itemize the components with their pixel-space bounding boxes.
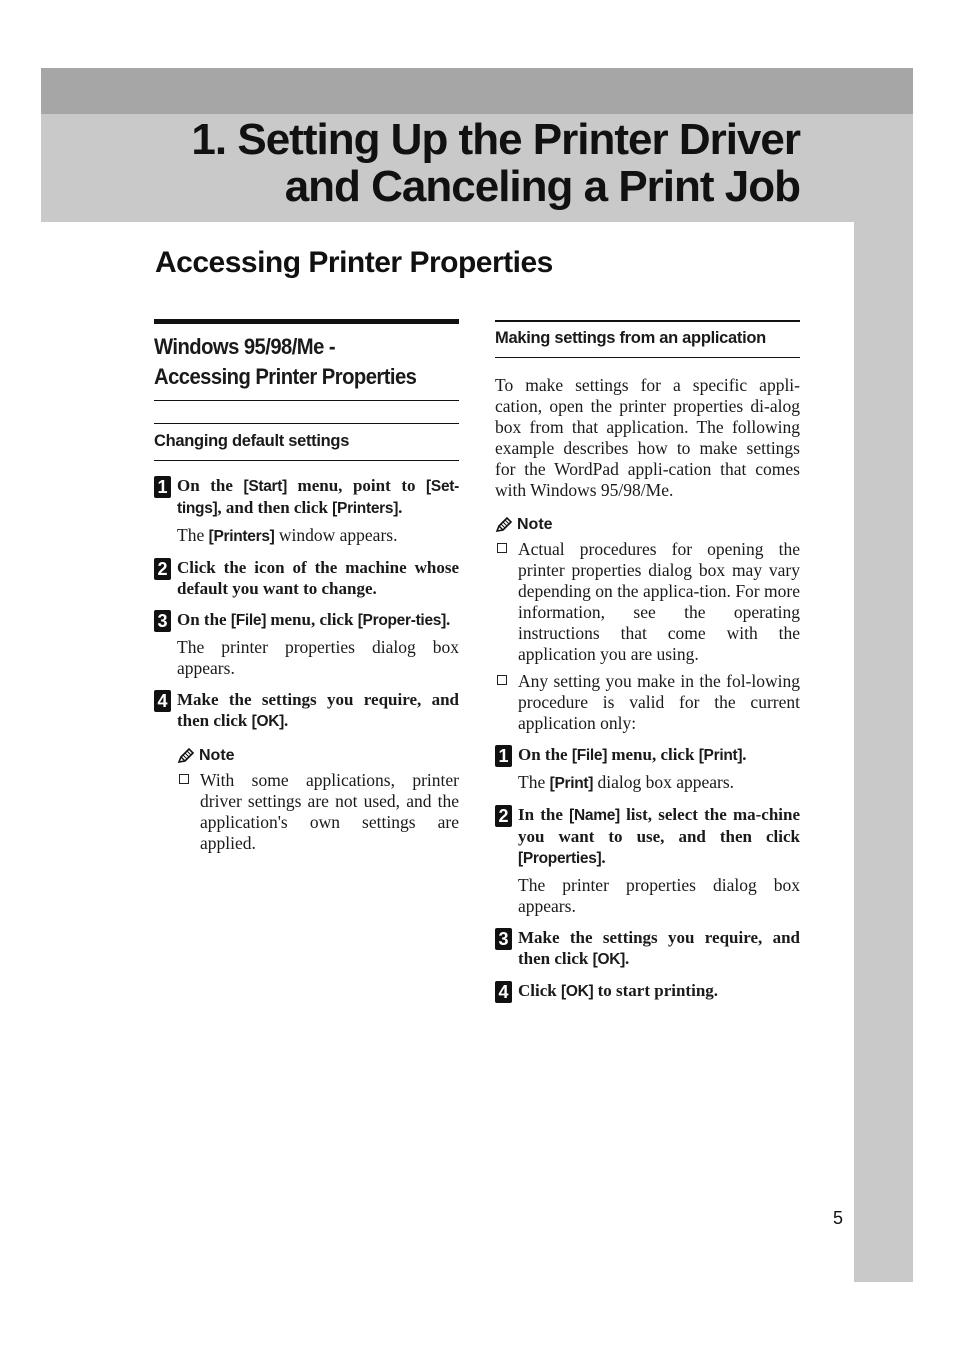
ui-label: [OK] [592, 951, 625, 968]
step-number-icon: 3 [154, 610, 171, 632]
right-column [495, 320, 800, 1002]
step-1 [154, 475, 459, 547]
left-column [154, 319, 459, 860]
step-number-icon: 2 [495, 805, 512, 827]
note-text: Any setting you make in the fol-lowing procedure is valid for the current application only: [518, 671, 800, 733]
step-2 [495, 804, 800, 917]
text-run: The printer properties dialog box appears. [518, 875, 800, 916]
ui-label: [Set-tings] [177, 478, 459, 517]
chapter-title [100, 116, 800, 210]
ui-label: [OK] [560, 983, 594, 1000]
text-run: Click [518, 981, 561, 1000]
right-note-heading [495, 515, 800, 535]
right-intro: To make settings for a specific appli-cation, open the printer properties di-alog box from that application. The following example describes how to make settings for the WordPad appli-cation that comes with Windows 95/98/Me. [495, 375, 800, 500]
step-instruction [177, 609, 459, 631]
text-run: On the [177, 476, 244, 495]
ui-label: [Name] [569, 807, 620, 824]
text-run: On the [177, 610, 231, 629]
ui-label: [File] [571, 747, 608, 764]
step-instruction [177, 475, 459, 519]
left-note-heading [177, 746, 459, 766]
step-instruction [518, 927, 800, 970]
text-run: . [624, 949, 630, 968]
checkbox-bullet-icon [179, 774, 189, 784]
left-heading-line1: Windows 95/98/Me - [154, 334, 336, 359]
step-result [177, 525, 459, 547]
step-number-icon: 4 [495, 981, 512, 1003]
header-band-dark [41, 68, 913, 114]
text-run: to start printing. [593, 981, 719, 1000]
text-run: Make the settings you require, and then click [177, 690, 459, 730]
right-note-label: Note [517, 516, 553, 533]
text-run: The printer properties dialog box appears. [177, 637, 459, 678]
checkbox-bullet-icon [497, 675, 507, 685]
text-run: . [445, 610, 451, 629]
ui-label: [Print] [698, 747, 743, 764]
left-heading [154, 319, 459, 401]
note-item [495, 671, 800, 734]
note-item [495, 539, 800, 665]
ui-label: [Printers] [332, 500, 399, 517]
left-steps [154, 475, 459, 732]
text-run: , and then click [217, 498, 333, 517]
right-steps [495, 744, 800, 1002]
text-run: Click the icon of the machine whose default you want to change. [177, 558, 459, 598]
ui-label: [File] [230, 612, 267, 629]
text-run: list, select the ma-chine you want to use, and then click [518, 805, 800, 846]
step-number-icon: 3 [495, 928, 512, 950]
step-instruction [518, 744, 800, 766]
step-result [518, 875, 800, 917]
left-note-label: Note [199, 747, 235, 764]
text-run: On the [518, 745, 572, 764]
note-text: Actual procedures for opening the printer properties dialog box may vary depending on the applica-tion. For more information, see the operating instructions that come with the application you are using. [518, 539, 800, 664]
pencil-note-icon [495, 517, 513, 533]
text-run: . [601, 848, 606, 867]
text-run: In the [518, 805, 570, 824]
pencil-note-icon [177, 748, 195, 764]
text-run: menu, click [607, 745, 699, 764]
note-text: With some applications, printer driver settings are not used, and the application's own settings are applied. [200, 770, 459, 853]
text-run: The [518, 772, 550, 792]
side-tab-band [854, 222, 913, 1282]
page-number: 5 [833, 1208, 844, 1228]
ui-label: [Properties] [518, 850, 602, 867]
text-run: menu, click [266, 610, 358, 629]
ui-label: [OK] [251, 713, 284, 730]
section-title: Accessing Printer Properties [155, 246, 553, 279]
ui-label: [Proper-ties] [357, 612, 446, 629]
text-run: dialog box appears. [593, 772, 735, 792]
step-instruction [518, 804, 800, 869]
ui-label: [Print] [549, 775, 594, 792]
step-2 [154, 557, 459, 599]
step-4 [154, 689, 459, 732]
step-number-icon: 4 [154, 690, 171, 712]
text-run: Make the settings you require, and then click [518, 928, 800, 968]
right-subheading: Making settings from an application [495, 320, 800, 358]
note-item [177, 770, 459, 854]
right-notes [495, 539, 800, 734]
step-3 [495, 927, 800, 970]
left-notes [177, 770, 459, 854]
step-1 [495, 744, 800, 794]
left-subheading: Changing default settings [154, 423, 459, 461]
chapter-title-line2: and Canceling a Print Job [284, 162, 800, 211]
checkbox-bullet-icon [497, 543, 507, 553]
text-run: menu, point to [287, 476, 427, 495]
step-result [518, 772, 800, 794]
ui-label: [Start] [243, 478, 287, 495]
step-result [177, 637, 459, 679]
text-run: window appears. [274, 525, 398, 545]
left-heading-line2: Accessing Printer Properties [154, 364, 417, 389]
ui-label: [Printers] [208, 528, 275, 545]
text-run: . [742, 745, 747, 764]
step-number-icon: 1 [495, 745, 512, 767]
step-instruction [177, 689, 459, 732]
step-instruction [518, 980, 800, 1002]
text-run: . [283, 711, 289, 730]
step-4 [495, 980, 800, 1002]
chapter-title-line1: 1. Setting Up the Printer Driver [191, 115, 800, 164]
step-3 [154, 609, 459, 679]
text-run: The [177, 525, 209, 545]
step-instruction [177, 557, 459, 599]
step-number-icon: 2 [154, 558, 171, 580]
text-run: . [398, 498, 403, 517]
step-number-icon: 1 [154, 476, 171, 498]
